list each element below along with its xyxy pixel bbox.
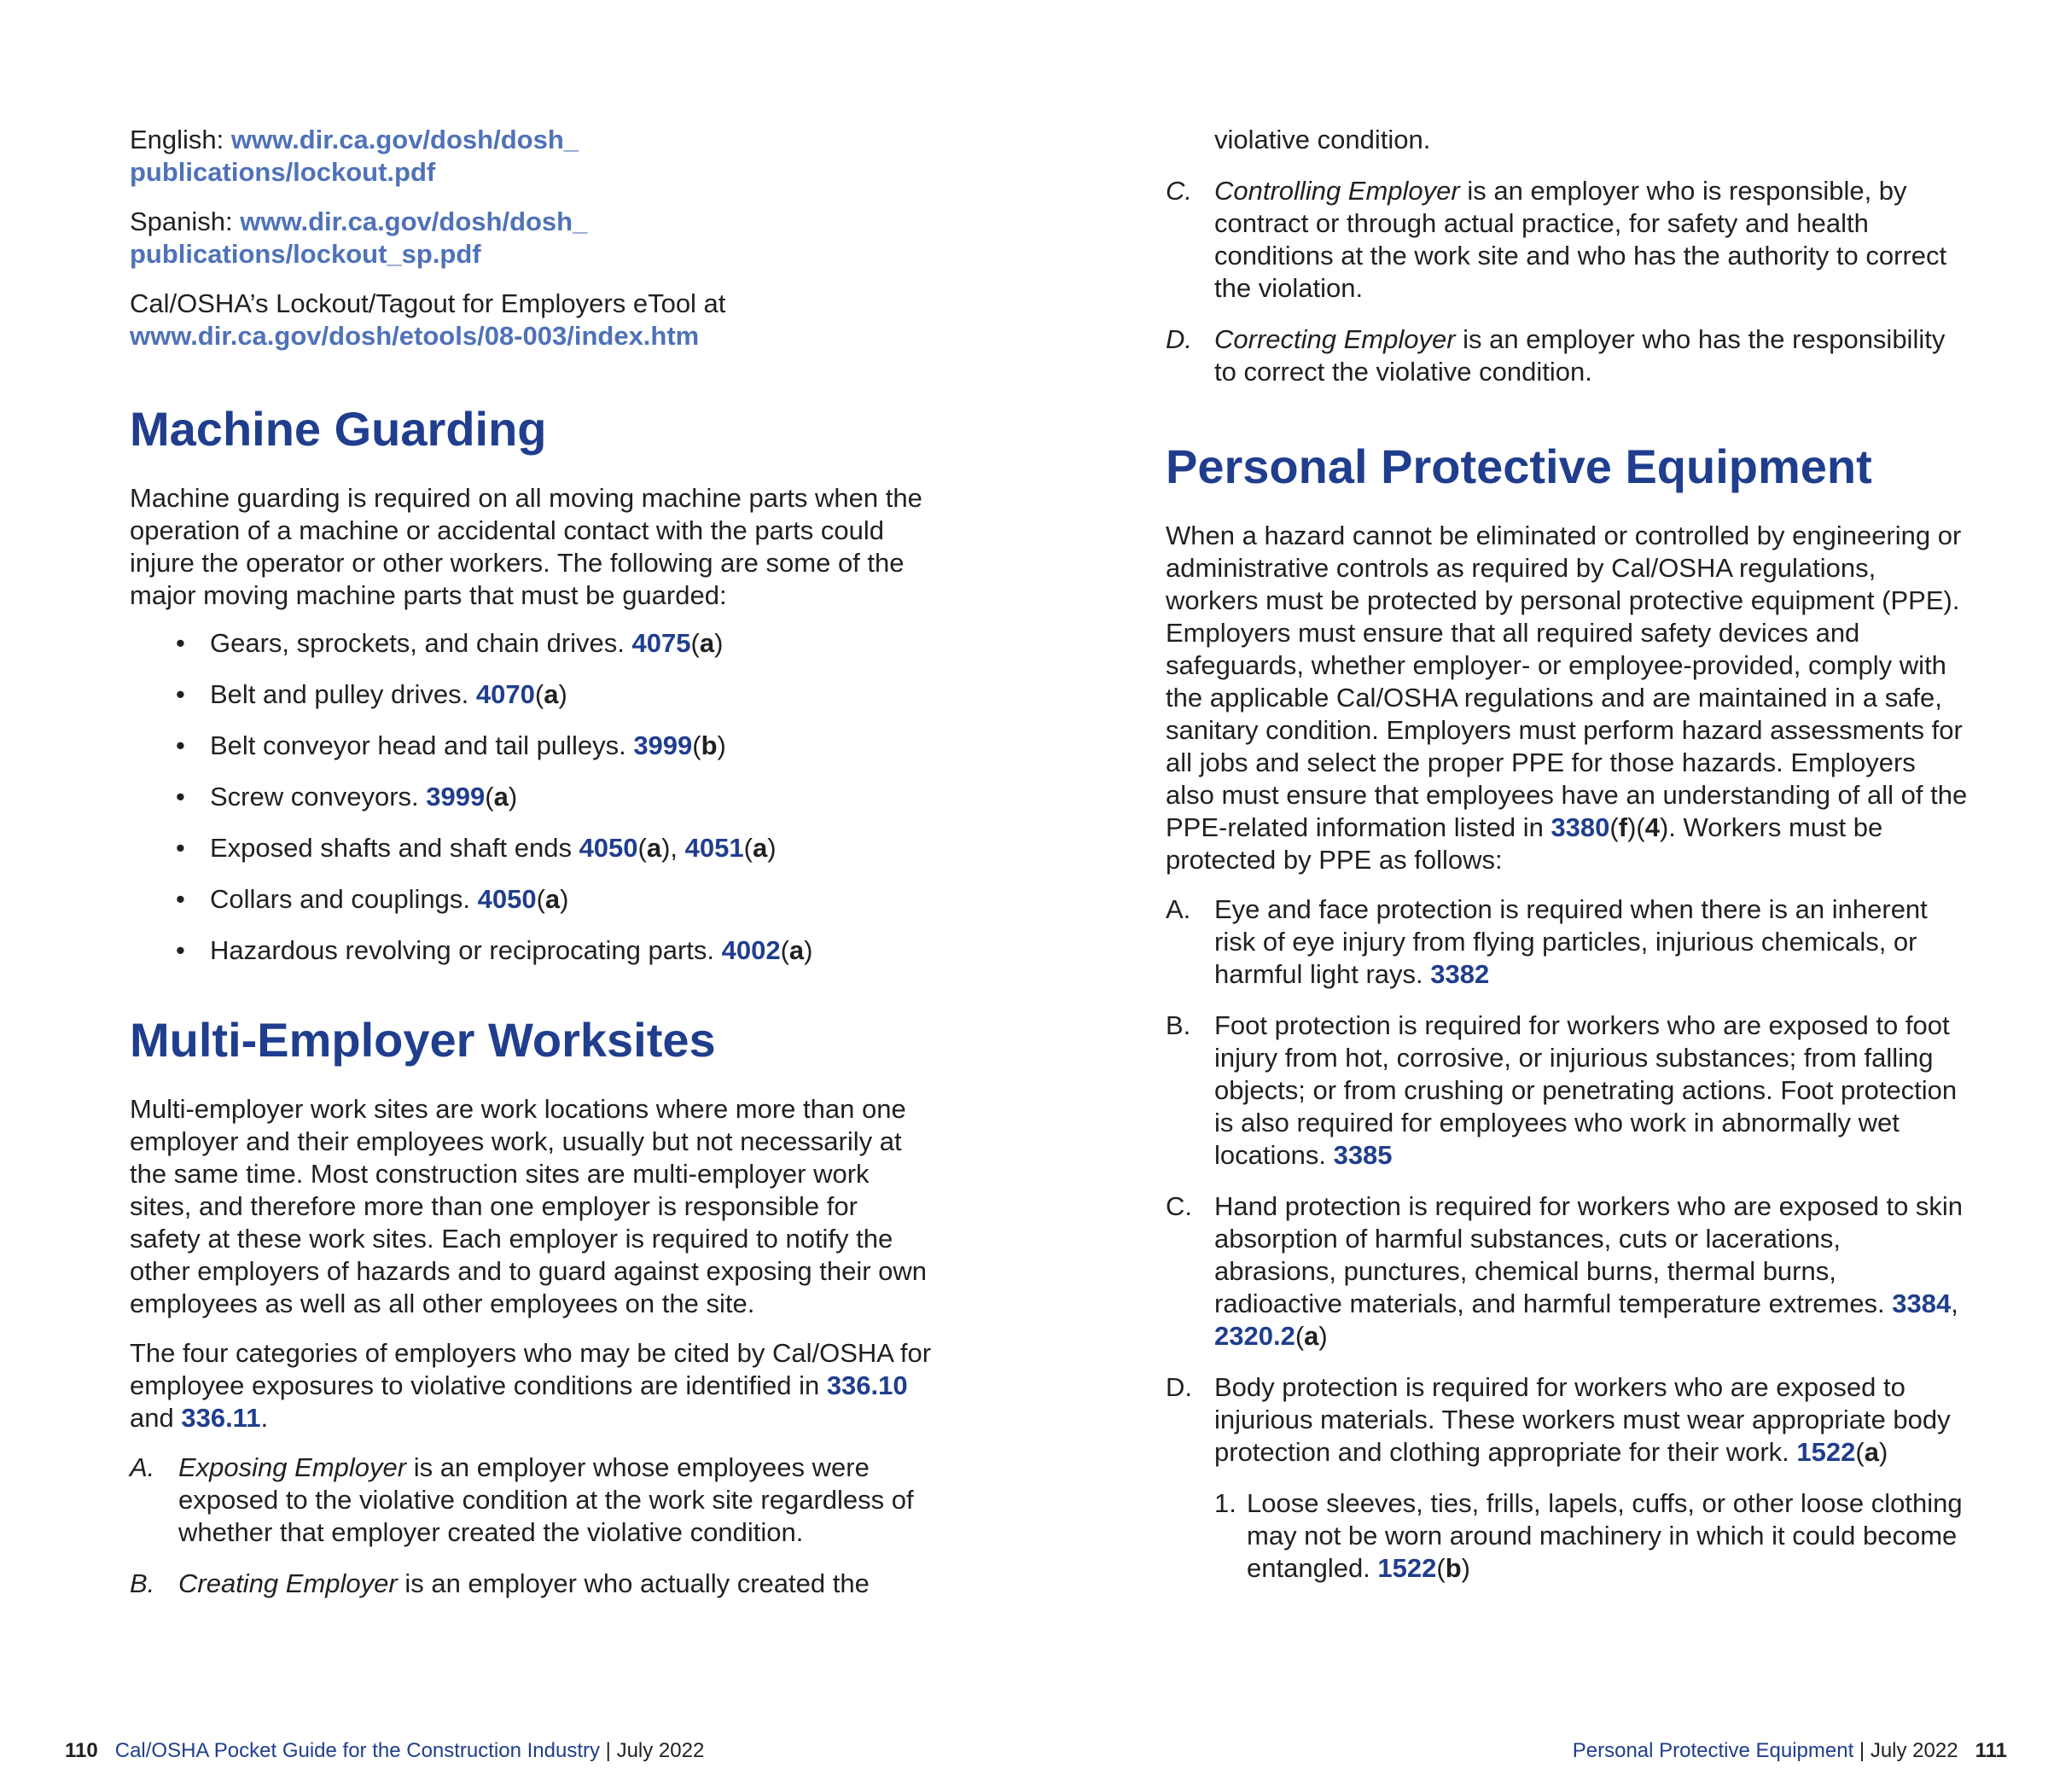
list-item: • Exposed shafts and shaft ends 4050(a), 4051(a): [176, 832, 932, 864]
ppe-item-d: D. Body protection is required for workers who are exposed to injurious materials. These workers must wear appropriate body protection and clothing appropriate for their work. 1522(a): [1166, 1372, 1951, 1467]
code-reference[interactable]: 1522: [1377, 1553, 1437, 1583]
code-reference[interactable]: 3380: [1551, 812, 1610, 842]
ppe-item-d-1: 1. Loose sleeves, ties, frills, lapels, cuffs, or other loose clothing may not be worn around machinery in which it could become entangled. 1522(b): [1214, 1488, 1963, 1583]
code-reference[interactable]: 3384: [1892, 1289, 1952, 1318]
list-item: • Belt conveyor head and tail pulleys. 3999(b): [176, 730, 932, 762]
code-reference[interactable]: 4051: [684, 833, 744, 863]
publication-date: | July 2022: [1853, 1739, 1958, 1762]
code-reference[interactable]: 4050: [579, 833, 638, 863]
employer-category-a: A. Exposing Employer is an employer whose employees were exposed to the violative condition at the work site regardless of whether that employer created the violative condition.: [130, 1452, 914, 1547]
code-reference[interactable]: 3999: [426, 782, 486, 812]
left-footer: [65, 1738, 704, 1764]
code-reference[interactable]: 4002: [721, 935, 781, 965]
ppe-item-b: B. Foot protection is required for workers who are exposed to foot injury from hot, corrosive, or injurious substances; from falling objects; or from crushing or penetrating actions. Foot protection is also required for employees who work in abnormally wet locations. 3385: [1166, 1010, 1958, 1170]
multi-employer-heading: Multi-Employer Worksites: [130, 1013, 716, 1067]
spanish-label: Spanish:: [130, 207, 241, 236]
spanish-resource: [130, 206, 932, 271]
page-number: 110: [65, 1739, 98, 1762]
english-link[interactable]: www.dir.ca.gov/dosh/dosh_ publications/lockout.pdf: [130, 125, 579, 187]
ppe-heading: Personal Protective Equipment: [1166, 439, 1872, 493]
list-item: • Hazardous revolving or reciprocating parts. 4002(a): [176, 934, 932, 967]
employer-category-b: B. Creating Employer is an employer who actually created the: [130, 1568, 870, 1598]
list-item: • Gears, sprockets, and chain drives. 4075(a): [176, 627, 932, 660]
ppe-intro: When a hazard cannot be eliminated or controlled by engineering or administrative controls as required by Cal/OSHA regulations, workers must be protected by personal protective equipment (PPE). Employers must ensure that all required safety devices and safeguards, whether employer- or employee-provided, comply with the applicable Cal/OSHA regulations and are maintained in a safe, sanitary condition. Employers must perform hazard assessments for all jobs and select the proper PPE for those hazards. Employers also must ensure that employees have an understanding of all of the PPE-related information listed in 3380(f)(4). Workers must be protected by PPE as follows:: [1166, 521, 1968, 875]
code-reference[interactable]: 4070: [475, 679, 535, 709]
list-item: • Belt and pulley drives. 4070(a): [176, 678, 932, 711]
list-item: • Screw conveyors. 3999(a): [176, 781, 932, 813]
etool-link[interactable]: www.dir.ca.gov/dosh/etools/08-003/index.htm: [130, 321, 700, 351]
machine-guarding-heading: Machine Guarding: [130, 402, 547, 456]
english-resource: [130, 124, 932, 189]
ppe-item-a: A. Eye and face protection is required when there is an inherent risk of eye injury from flying particles, injurious chemicals, or harmful light rays. 3382: [1166, 894, 1928, 989]
code-reference[interactable]: 3999: [633, 730, 693, 760]
machine-guarding-intro: Machine guarding is required on all moving machine parts when the operation of a machine or accidental contact with the parts could injure the operator or other workers. The following are some of the major moving machine parts that must be guarded:: [130, 483, 922, 610]
code-reference[interactable]: 3385: [1333, 1140, 1393, 1170]
employer-category-d: D. Correcting Employer is an employer who has the responsibility to correct the violative condition.: [1166, 324, 1946, 387]
code-reference[interactable]: 4075: [631, 628, 691, 658]
machine-parts-list: [130, 627, 932, 967]
right-column: [1166, 124, 1968, 1602]
etool-text: Cal/OSHA’s Lockout/Tagout for Employers eTool at: [130, 288, 726, 318]
right-footer: [1573, 1738, 2007, 1764]
code-reference[interactable]: 2320.2: [1214, 1321, 1295, 1351]
code-reference[interactable]: 4050: [477, 884, 537, 914]
list-item: • Collars and couplings. 4050(a): [176, 883, 932, 916]
etool-resource: [130, 288, 932, 352]
employer-category-b-continued: violative condition.: [1214, 125, 1431, 154]
multi-employer-para1: Multi-employer work sites are work locations where more than one employer and their employees work, usually but not necessarily at the same time. Most construction sites are multi-employer work sites, and therefore more than one employer is responsible for safety at these work sites. Each employer is required to notify the other employers of hazards and to guard against exposing their own employees as well as all other employees on the site.: [130, 1094, 928, 1318]
employer-category-c: C. Controlling Employer is an employer who is responsible, by contract or through actual practice, for safety and health conditions at the work site and who has the authority to correct the violation.: [1166, 176, 1947, 303]
multi-employer-para2: The four categories of employers who may be cited by Cal/OSHA for employee exposures to violative conditions are identified in 336.10 and 336.11.: [130, 1338, 932, 1433]
left-column: [130, 124, 932, 1619]
spanish-link[interactable]: www.dir.ca.gov/dosh/dosh_ publications/lockout_sp.pdf: [130, 207, 588, 269]
publication-title: Cal/OSHA Pocket Guide for the Construction Industry: [114, 1739, 600, 1762]
code-reference[interactable]: 1522: [1796, 1437, 1856, 1467]
page-number: 111: [1975, 1739, 2007, 1762]
code-reference[interactable]: 336.11: [181, 1403, 261, 1433]
english-label: English:: [130, 125, 231, 154]
code-reference[interactable]: 336.10: [826, 1370, 908, 1400]
code-reference[interactable]: 3382: [1430, 959, 1490, 989]
section-title: Personal Protective Equipment: [1572, 1739, 1854, 1762]
ppe-item-c: C. Hand protection is required for workers who are exposed to skin absorption of harmful substances, cuts or lacerations, abrasions, punctures, chemical burns, thermal burns, radioactive materials, and harmful temperature extremes. 3384, 2320.2(a): [1166, 1191, 1964, 1351]
publication-date: | July 2022: [600, 1739, 705, 1762]
